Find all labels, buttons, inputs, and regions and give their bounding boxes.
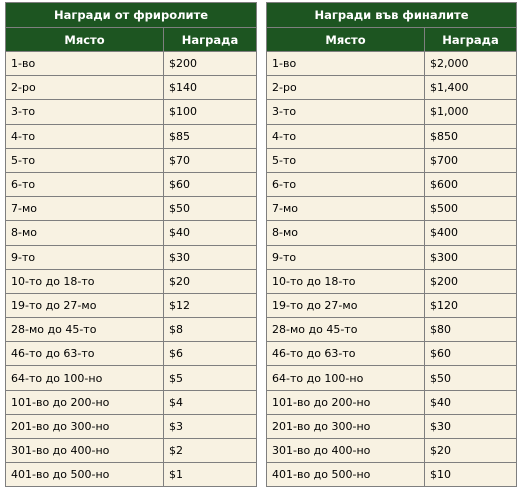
freeroll-table-body [6, 52, 257, 487]
place-cell: 19-то до 27-мо [6, 293, 164, 317]
place-cell: 3-то [6, 100, 164, 124]
table-row [267, 342, 517, 366]
table-title-row [267, 3, 517, 28]
table-row [6, 293, 257, 317]
place-cell: 8-мо [6, 221, 164, 245]
place-cell: 64-то до 100-но [6, 366, 164, 390]
place-cell: 3-то [267, 100, 425, 124]
table-row [267, 439, 517, 463]
prize-cell: $6 [164, 342, 257, 366]
freeroll-prizes-table [5, 2, 257, 487]
place-cell: 6-то [267, 172, 425, 196]
place-cell: 301-во до 400-но [6, 439, 164, 463]
prize-cell: $12 [164, 293, 257, 317]
prize-cell: $400 [425, 221, 517, 245]
place-cell: 64-то до 100-но [267, 366, 425, 390]
place-cell: 301-во до 400-но [267, 439, 425, 463]
prize-cell: $10 [425, 463, 517, 487]
prize-cell: $3 [164, 414, 257, 438]
prize-cell: $200 [425, 269, 517, 293]
place-cell: 8-мо [267, 221, 425, 245]
place-cell: 46-то до 63-то [267, 342, 425, 366]
table-row [6, 439, 257, 463]
place-cell: 7-мо [267, 197, 425, 221]
table-row [6, 76, 257, 100]
place-cell: 4-то [267, 124, 425, 148]
place-cell: 28-мо до 45-то [267, 318, 425, 342]
table-row [6, 318, 257, 342]
table-row [6, 245, 257, 269]
prize-cell: $50 [425, 366, 517, 390]
place-cell: 101-во до 200-но [267, 390, 425, 414]
place-cell: 19-то до 27-мо [267, 293, 425, 317]
prize-cell: $40 [425, 390, 517, 414]
place-cell: 9-то [267, 245, 425, 269]
prize-cell: $50 [164, 197, 257, 221]
place-cell: 7-мо [6, 197, 164, 221]
place-cell: 2-ро [267, 76, 425, 100]
table-row [267, 463, 517, 487]
table-row [267, 124, 517, 148]
prize-cell: $20 [164, 269, 257, 293]
table-row [6, 414, 257, 438]
table-title-row [6, 3, 257, 28]
place-cell: 401-во до 500-но [6, 463, 164, 487]
place-cell: 4-то [6, 124, 164, 148]
table-row [267, 197, 517, 221]
prize-cell: $500 [425, 197, 517, 221]
table-row [6, 390, 257, 414]
place-cell: 5-то [6, 148, 164, 172]
table-header-row [6, 28, 257, 52]
place-cell: 5-то [267, 148, 425, 172]
table-row [6, 366, 257, 390]
place-cell: 10-то до 18-то [267, 269, 425, 293]
column-header-place: Място [6, 28, 164, 52]
prize-cell: $8 [164, 318, 257, 342]
prize-cell: $2 [164, 439, 257, 463]
place-cell: 1-во [6, 52, 164, 76]
prize-cell: $30 [425, 414, 517, 438]
prize-cell: $20 [425, 439, 517, 463]
table-row [6, 269, 257, 293]
table-row [6, 100, 257, 124]
prize-cell: $60 [425, 342, 517, 366]
finals-table-title: Награди във финалите [267, 3, 517, 28]
prize-cell: $1 [164, 463, 257, 487]
table-row [267, 366, 517, 390]
column-header-prize: Награда [425, 28, 517, 52]
table-row [267, 318, 517, 342]
place-cell: 401-во до 500-но [267, 463, 425, 487]
prize-cell: $100 [164, 100, 257, 124]
table-row [267, 245, 517, 269]
table-row [267, 100, 517, 124]
table-row [6, 463, 257, 487]
prize-cell: $5 [164, 366, 257, 390]
prize-cell: $600 [425, 172, 517, 196]
finals-table-body [267, 52, 517, 487]
table-row [6, 342, 257, 366]
prize-cell: $30 [164, 245, 257, 269]
prize-cell: $80 [425, 318, 517, 342]
table-row [267, 390, 517, 414]
prize-cell: $120 [425, 293, 517, 317]
prize-cell: $40 [164, 221, 257, 245]
table-row [6, 172, 257, 196]
prize-cell: $200 [164, 52, 257, 76]
table-row [6, 124, 257, 148]
prize-cell: $1,400 [425, 76, 517, 100]
prize-cell: $700 [425, 148, 517, 172]
table-row [6, 52, 257, 76]
column-header-prize: Награда [164, 28, 257, 52]
place-cell: 9-то [6, 245, 164, 269]
prize-cell: $1,000 [425, 100, 517, 124]
table-row [267, 52, 517, 76]
column-header-place: Място [267, 28, 425, 52]
place-cell: 6-то [6, 172, 164, 196]
prize-cell: $60 [164, 172, 257, 196]
place-cell: 1-во [267, 52, 425, 76]
table-row [267, 221, 517, 245]
table-row [267, 269, 517, 293]
freeroll-table-title: Награди от фриролите [6, 3, 257, 28]
place-cell: 28-мо до 45-то [6, 318, 164, 342]
table-row [267, 172, 517, 196]
prize-cell: $300 [425, 245, 517, 269]
place-cell: 2-ро [6, 76, 164, 100]
table-header-row [267, 28, 517, 52]
finals-prizes-table [266, 2, 517, 487]
table-row [267, 76, 517, 100]
prize-cell: $70 [164, 148, 257, 172]
place-cell: 46-то до 63-то [6, 342, 164, 366]
place-cell: 10-то до 18-то [6, 269, 164, 293]
table-row [267, 414, 517, 438]
table-row [6, 221, 257, 245]
place-cell: 101-во до 200-но [6, 390, 164, 414]
place-cell: 201-во до 300-но [267, 414, 425, 438]
prize-cell: $850 [425, 124, 517, 148]
table-row [6, 197, 257, 221]
place-cell: 201-во до 300-но [6, 414, 164, 438]
prize-cell: $140 [164, 76, 257, 100]
prize-cell: $4 [164, 390, 257, 414]
table-row [267, 293, 517, 317]
table-row [267, 148, 517, 172]
prize-cell: $85 [164, 124, 257, 148]
table-row [6, 148, 257, 172]
prize-cell: $2,000 [425, 52, 517, 76]
